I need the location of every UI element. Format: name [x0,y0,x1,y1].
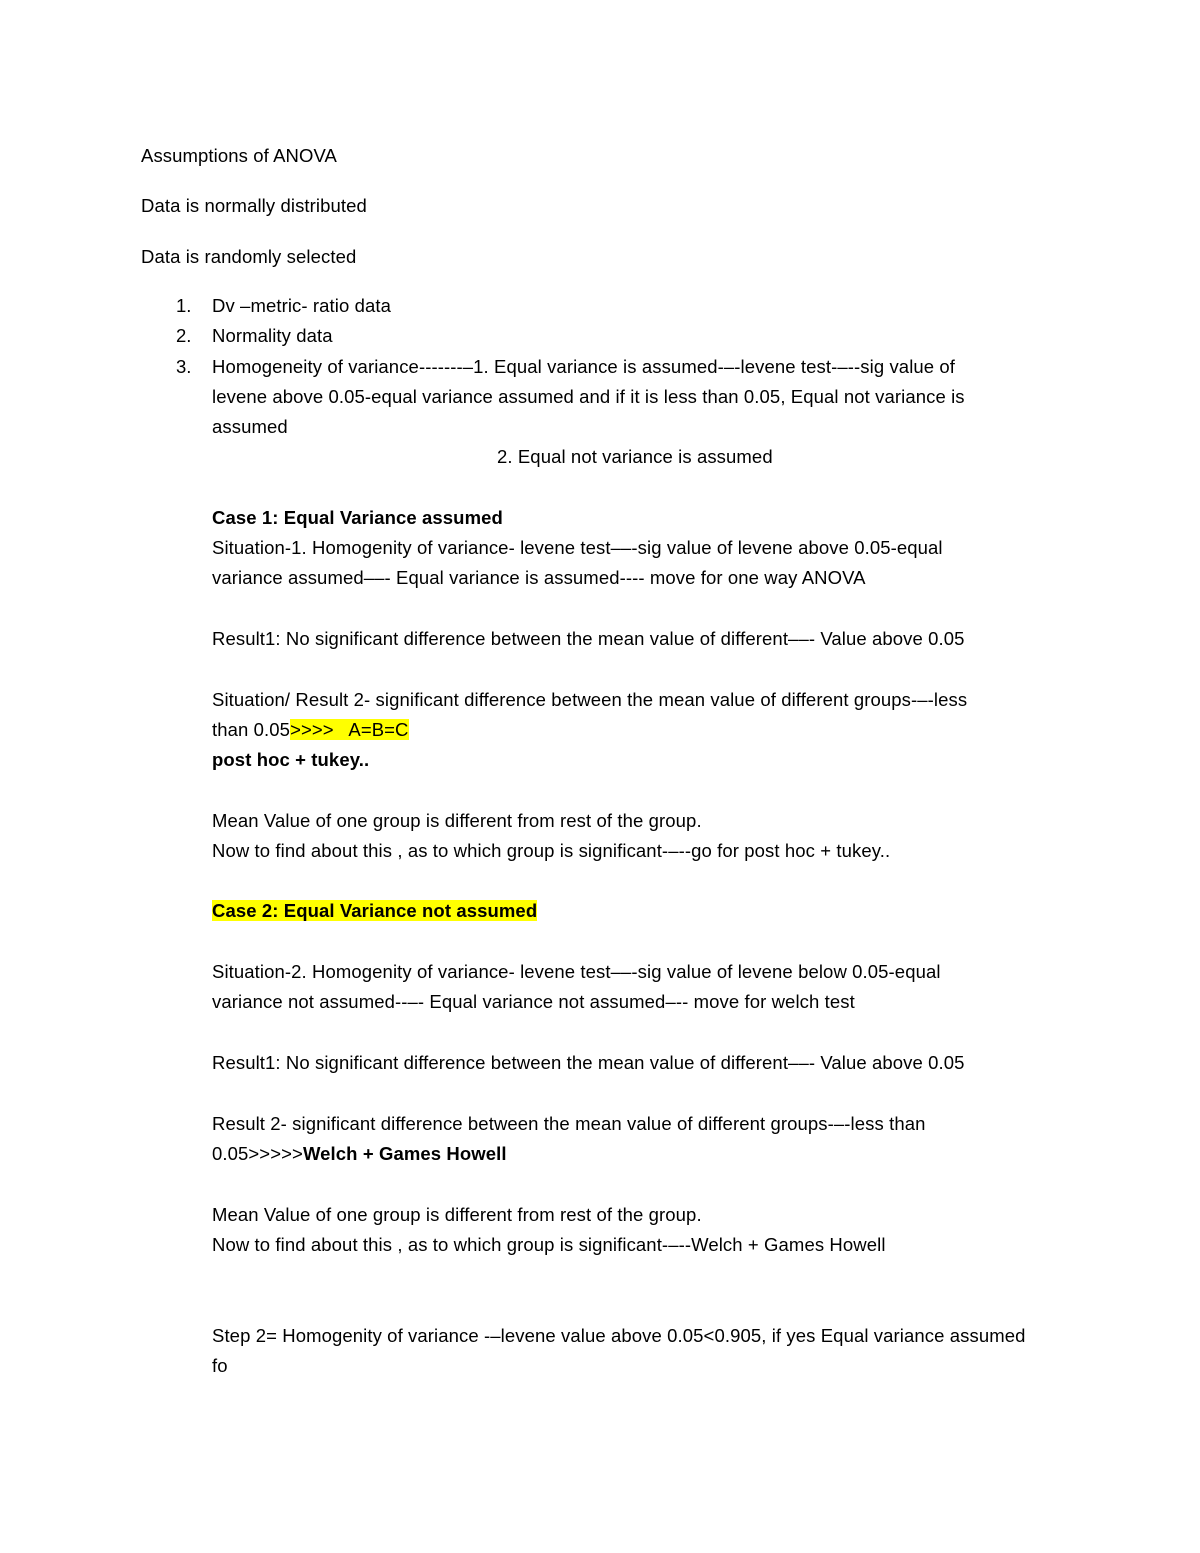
case-1-mean-line-2: Now to find about this , as to which group is significant-–--go for post hoc + tukey.. [212,840,891,861]
intro-line-random: Data is randomly selected [141,246,357,267]
case-2-heading: Case 2: Equal Variance not assumed [212,900,538,921]
case-2-result-2-plain: 0.05>>>>> [212,1143,303,1164]
case-1-situation-line-2: variance assumed––- Equal variance is assumed---- move for one way ANOVA [212,567,866,588]
list-number-2: 2. [176,325,192,346]
case-1-result-2-line-1: Situation/ Result 2- significant difference between the mean value of different groups-–-less [212,689,968,710]
list-number-3: 3. [176,356,192,377]
intro-line-normal: Data is normally distributed [141,195,367,216]
case-2-mean-line-1: Mean Value of one group is different from rest of the group. [212,1204,702,1225]
case-1-result-1: Result1: No significant difference between the mean value of different––- Value above 0.05 [212,628,965,649]
case-1-result-2-line-2 [212,715,409,745]
list-number-1: 1. [176,295,192,316]
step-2-line-1: Step 2= Homogenity of variance -–levene value above 0.05<0.905, if yes Equal variance assumed [212,1325,1026,1346]
case-2-result-2-line-2 [212,1139,507,1169]
case-1-posthoc: post hoc + tukey.. [212,749,370,770]
list-item-3-line-4: 2. Equal not variance is assumed [497,446,773,467]
list-item-1: Dv –metric- ratio data [212,295,392,316]
case-2-heading-line [212,896,537,926]
case-1-situation-line-1: Situation-1. Homogenity of variance- levene test––-sig value of levene above 0.05-equal [212,537,943,558]
case-1-result-2-plain: than 0.05 [212,719,291,740]
case-1-heading: Case 1: Equal Variance assumed [212,507,503,528]
case-2-situation-line-1: Situation-2. Homogenity of variance- levene test––-sig value of levene below 0.05-equal [212,961,941,982]
list-item-3-line-1: Homogeneity of variance-------–1. Equal variance is assumed-–-levene test-–--sig value of [212,356,956,377]
case-1-result-2-highlight: >>>> A=B=C [290,719,409,740]
document-title: Assumptions of ANOVA [141,145,337,166]
case-2-result-1: Result1: No significant difference between the mean value of different––- Value above 0.05 [212,1052,965,1073]
case-2-result-2-line-1: Result 2- significant difference between the mean value of different groups-–-less than [212,1113,926,1134]
case-2-mean-line-2: Now to find about this , as to which group is significant-–--Welch + Games Howell [212,1234,886,1255]
case-2-result-2-bold: Welch + Games Howell [302,1143,507,1164]
step-2-line-2: fo [212,1355,228,1376]
case-2-situation-line-2: variance not assumed--–- Equal variance not assumed–-- move for welch test [212,991,855,1012]
list-item-3-line-3: assumed [212,416,288,437]
list-item-2: Normality data [212,325,333,346]
case-1-mean-line-1: Mean Value of one group is different from rest of the group. [212,810,702,831]
list-item-3-line-2: levene above 0.05-equal variance assumed and if it is less than 0.05, Equal not variance is [212,386,965,407]
